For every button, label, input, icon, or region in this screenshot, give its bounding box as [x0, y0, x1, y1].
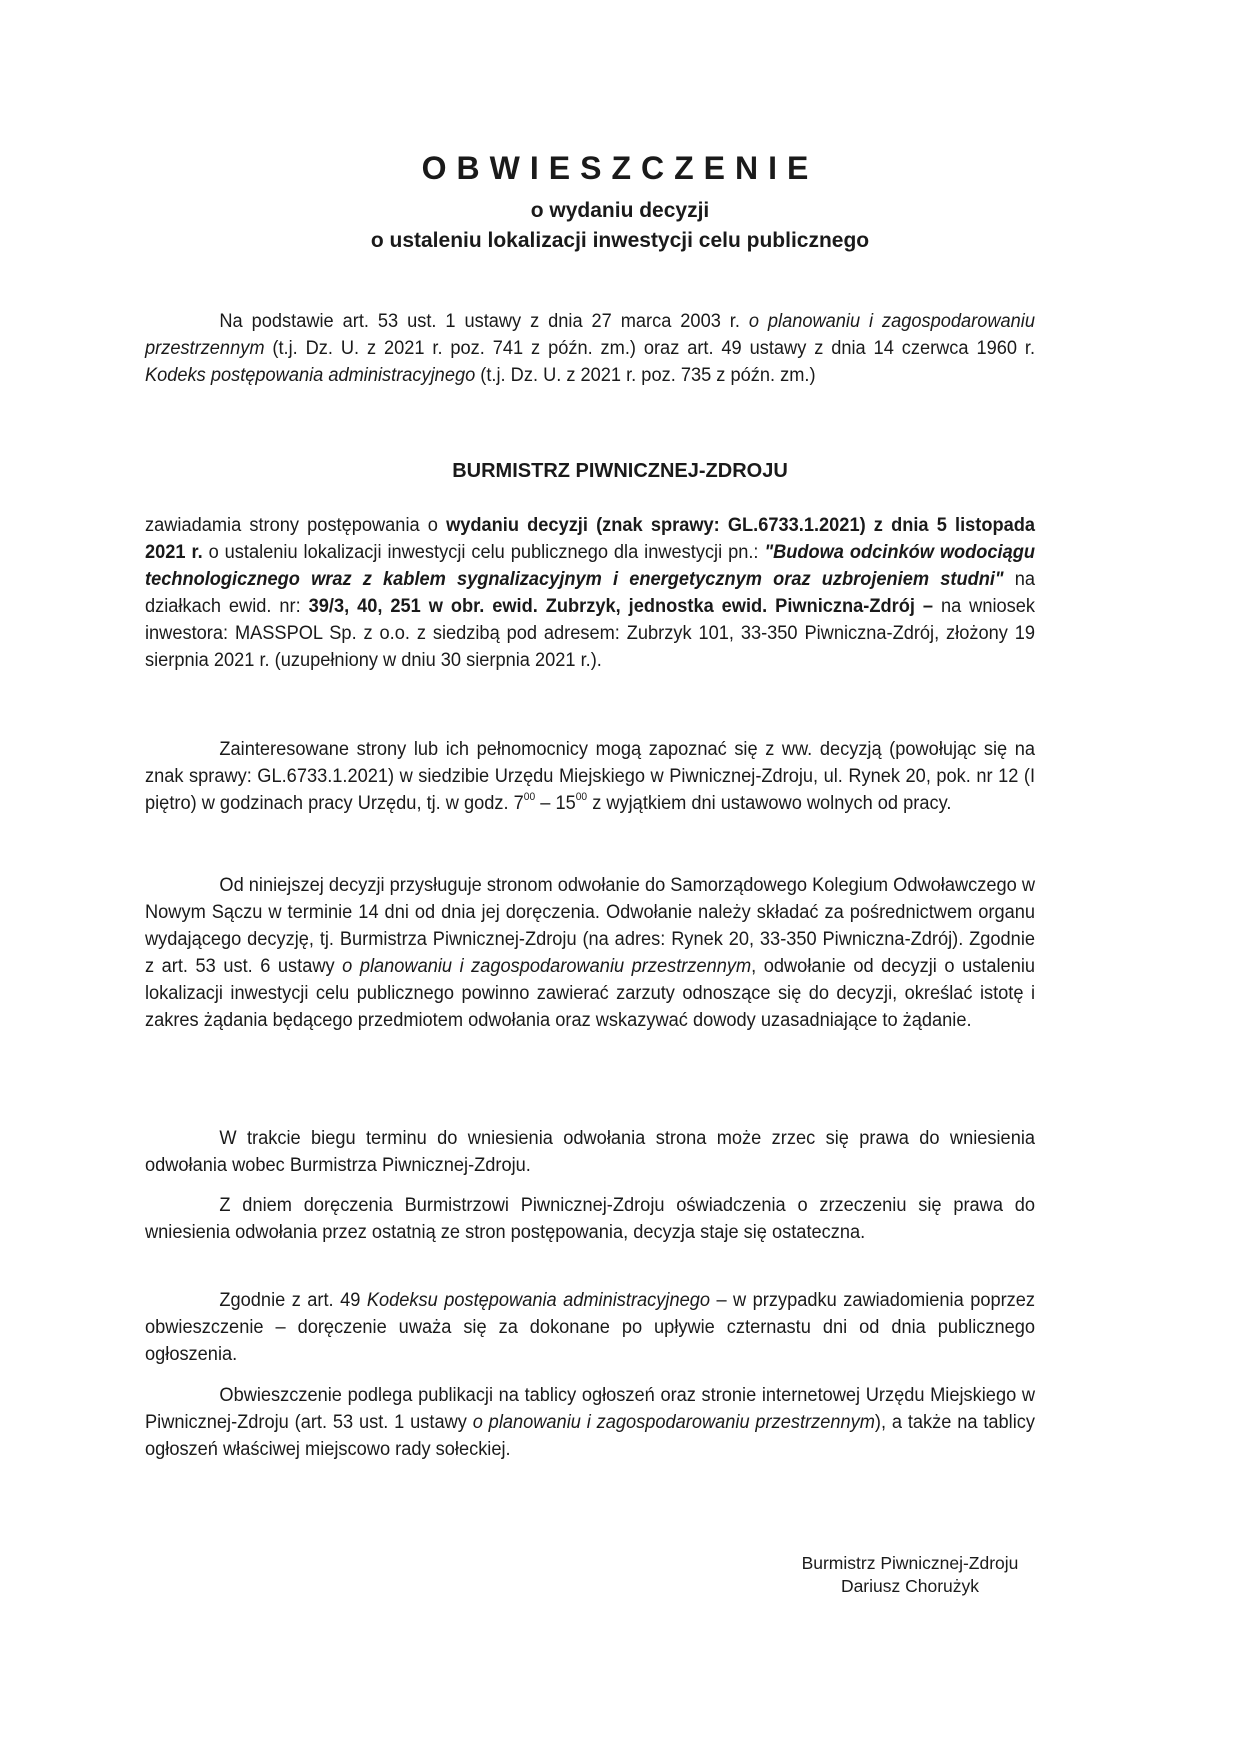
document-subtitle [0, 196, 1240, 256]
waiver-paragraph [145, 1125, 1035, 1179]
text-run: , odwołanie od decyzji o ustaleniu lokalizacji inwestycji celu publicznego powinno zawierać zarzuty odnoszące się do decyzji, określać istotę i zakres żądania będącego przedmiotem odwołania oraz wskazywać dowody uzasadniające to żądanie. [145, 955, 1036, 1031]
act-title: o planowaniu i zagospodarowaniu przestrzennym [145, 310, 1035, 359]
subtitle-line-2: o ustaleniu lokalizacji inwestycji celu publicznego [370, 229, 870, 252]
text-run: zawiadamia strony postępowania o [145, 514, 447, 536]
finality-paragraph [145, 1192, 1035, 1246]
authority-heading: BURMISTRZ PIWNICZNEJ-ZDROJU [452, 460, 788, 482]
access-paragraph [145, 736, 1035, 817]
subtitle-line-1: o wydaniu decyzji [530, 199, 710, 222]
appeal-paragraph [145, 872, 1035, 1034]
text-run: o ustaleniu lokalizacji inwestycji celu publicznego dla inwestycji pn.: [202, 541, 765, 563]
text-run: (t.j. Dz. U. z 2021 r. poz. 735 z późn. zm.) [475, 364, 816, 386]
notice-paragraph [145, 512, 1035, 674]
act-title: Kodeksu postępowania administracyjnego [366, 1289, 710, 1311]
decision-reference: wydaniu decyzji (znak sprawy: GL.6733.1.2021) z dnia 5 listopada 2021 r. [145, 514, 1036, 563]
text-run: Zgodnie z art. 49 [219, 1289, 367, 1311]
text-run: Zainteresowane strony lub ich pełnomocnicy mogą zapoznać się z ww. decyzją (powołując się na znak sprawy: GL.6733.1.2021) w siedzibie Urzędu Miejskiego w Piwnicznej-Zdroju, ul. Rynek 20, pok. nr 12 (I piętro) w godzinach pracy Urzędu, tj. w godz. 7 [145, 738, 1036, 814]
text-run: (t.j. Dz. U. z 2021 r. poz. 741 z późn. zm.) oraz art. 49 ustawy z dnia 14 czerwca 1960 r. [264, 337, 1036, 359]
signatory-role: Burmistrz Piwnicznej-Zdroju [801, 1553, 1019, 1573]
text-run: na wniosek inwestora: MASSPOL Sp. z o.o. z siedzibą pod adresem: Zubrzyk 101, 33-350 Piwniczna-Zdrój, złożony 19 sierpnia 2021 r. (uzupełniony w dniu 30 sierpnia 2021 r.). [145, 595, 1036, 671]
act-title: o planowaniu i zagospodarowaniu przestrzennym [342, 955, 752, 977]
hours-superscript: 00 [575, 791, 588, 803]
text-run: ), a także na tablicy ogłoszeń właściwej miejscowo rady sołeckiej. [145, 1411, 1036, 1460]
waiver-text: W trakcie biegu terminu do wniesienia odwołania strona może zrzec się prawa do wniesienia odwołania wobec Burmistrza Piwnicznej-Zdroju. [145, 1127, 1036, 1176]
text-run: na działkach ewid. nr: [145, 568, 1035, 617]
text-run: – w przypadku zawiadomienia poprzez obwieszczenie – doręczenie uważa się za dokonane po upływie czternastu dni od dnia publicznego ogłoszenia. [145, 1289, 1036, 1365]
text-run: Obwieszczenie podlega publikacji na tablicy ogłoszeń oraz stronie internetowej Urzędu Miejskiego w Piwnicznej-Zdroju (art. 53 ust. 1 ustawy [145, 1384, 1036, 1433]
text-run: – 15 [535, 792, 576, 814]
text-run: Na podstawie art. 53 ust. 1 ustawy z dnia 27 marca 2003 r. [219, 310, 749, 332]
dash: – [914, 595, 933, 617]
signature-block [760, 1552, 1060, 1598]
parcel-numbers: 39/3, 40, 251 w obr. ewid. Zubrzyk, jednostka ewid. Piwniczna-Zdrój [308, 595, 915, 617]
text-run: z wyjątkiem dni ustawowo wolnych od pracy. [587, 792, 952, 814]
act-title: Kodeks postępowania administracyjnego [145, 364, 476, 386]
publication-paragraph [145, 1382, 1035, 1463]
text-run: Od niniejszej decyzji przysługuje stronom odwołanie do Samorządowego Kolegium Odwoławczego w Nowym Sączu w terminie 14 dni od dnia jej doręczenia. Odwołanie należy składać za pośrednictwem organu wydającego decyzję, tj. Burmistrza Piwnicznej-Zdroju (na adres: Rynek 20, 33-350 Piwniczna-Zdrój). Zgodnie z art. 53 ust. 6 ustawy [145, 874, 1036, 977]
delivery-paragraph [145, 1287, 1035, 1368]
finality-text: Z dniem doręczenia Burmistrzowi Piwnicznej-Zdroju oświadczenia o zrzeczeniu się prawa do wniesienia odwołania przez ostatnią ze stron postępowania, decyzja staje się ostateczna. [145, 1194, 1036, 1243]
investment-name: "Budowa odcinków wodociągu technologicznego wraz z kablem sygnalizacyjnym i energetycznym oraz uzbrojeniem studni" [145, 541, 1036, 590]
signatory-name: Dariusz Chorużyk [840, 1576, 980, 1596]
hours-superscript: 00 [523, 791, 536, 803]
document-title: OBWIESZCZENIE [421, 150, 819, 186]
act-title: o planowaniu i zagospodarowaniu przestrzennym [472, 1411, 875, 1433]
legal-basis-paragraph [145, 308, 1035, 389]
